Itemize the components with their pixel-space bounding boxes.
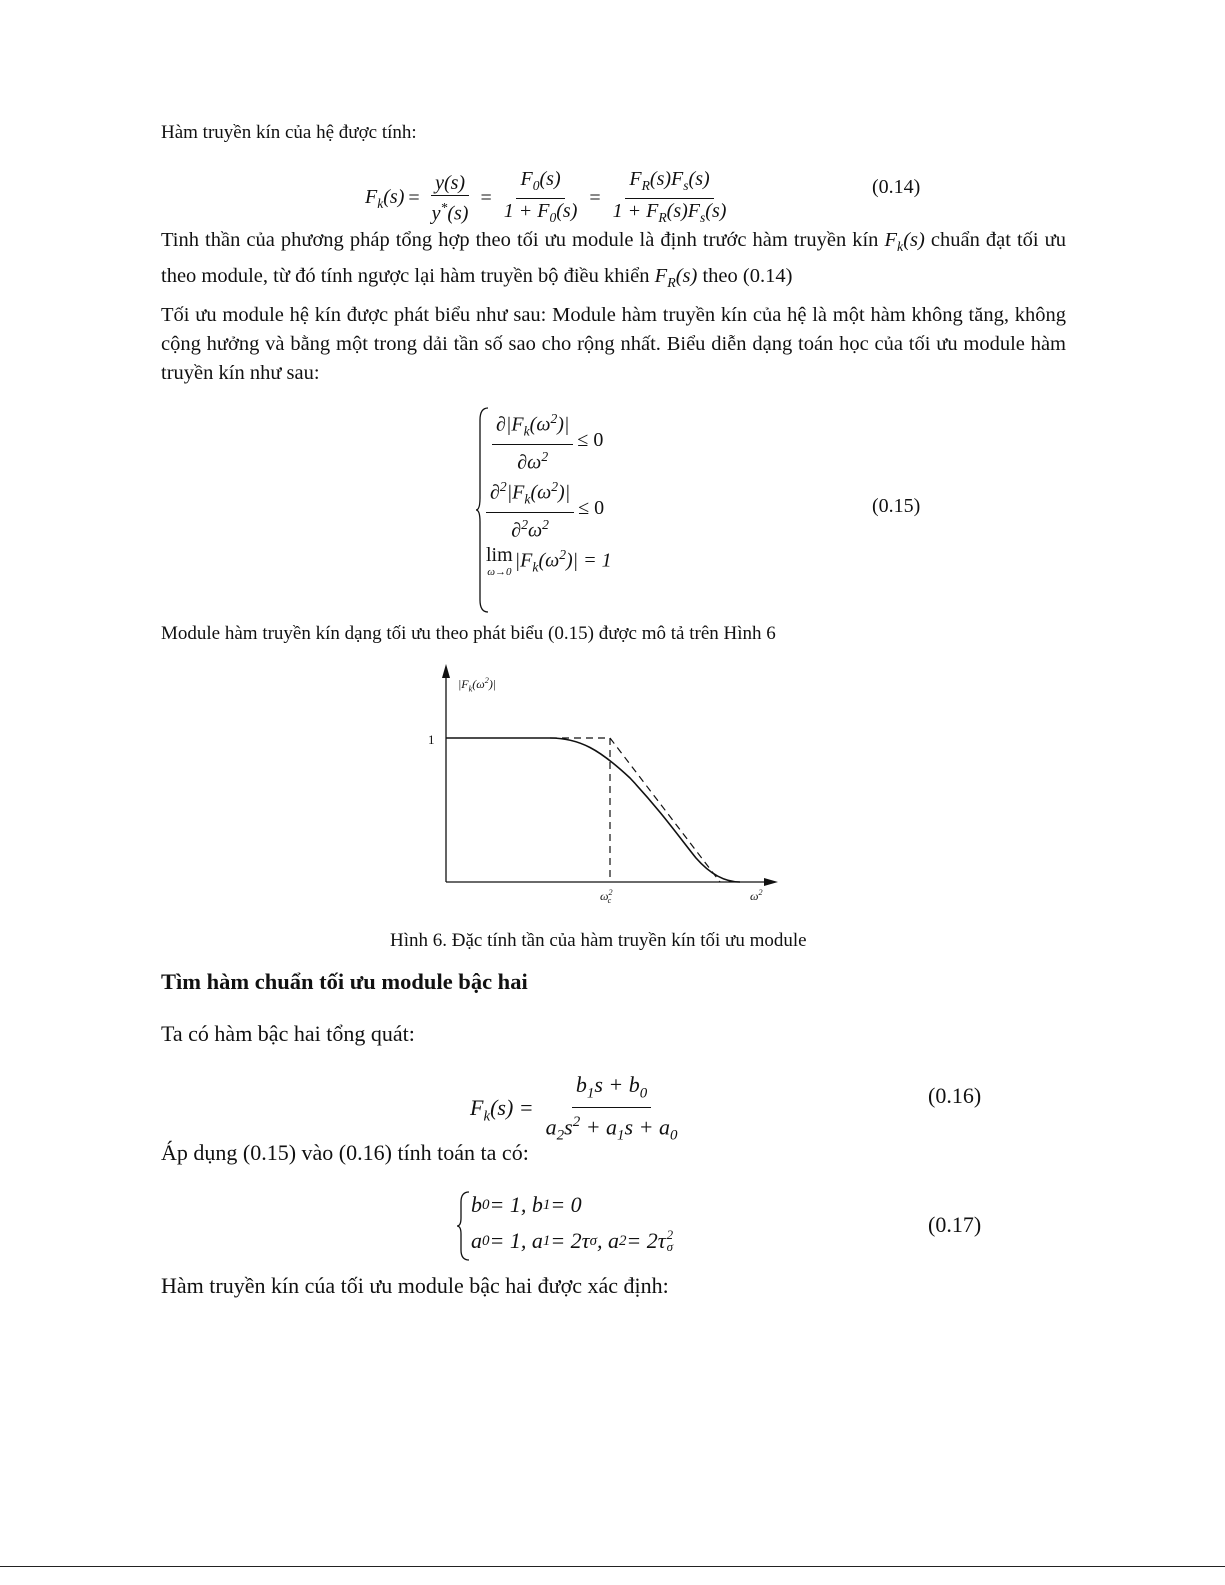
eq015-row1: $\frac{\partial|F_k(\omega^2)|}{\partial\omega^2}$ ≤ 0 xyxy=(488,408,603,473)
eq017-row2: a 0 = 1, a 1 = 2τ σ , a 2 = 2τ 2 σ xyxy=(471,1227,674,1254)
left-brace-017 xyxy=(457,1190,471,1262)
equation-label-0-17: (0.17) xyxy=(928,1212,982,1237)
equation-0-16: $F_k(s)$ = $\frac{b_1s + b_0}{a_2s^2 + a_1s + a_0}$ xyxy=(470,1072,678,1145)
x-axis-arrow xyxy=(764,878,778,886)
response-curve xyxy=(446,738,740,882)
equation-0-14: $F_k(s)$ = $\frac{y(s)}{y^*(s)}$ = $\frac{F_0(s)}{1 + F_0(s)}$ = $\frac{F_R(s)F_s(s)}{1 + F_R(s)F_s(s)}$ xyxy=(365,168,734,229)
figure-caption: Hình 6. Đặc tính tần của hàm truyền kín tối ưu module xyxy=(390,930,807,951)
paragraph-intro: Hàm truyền kín của hệ được tính: xyxy=(161,122,417,143)
section-heading: Tìm hàm chuẩn tối ưu module bậc hai xyxy=(161,969,528,994)
eq014-frac1: $\frac{y(s)}{y^*(s)}$ xyxy=(431,172,469,225)
y-axis-label: $|F_k(\omega^2)|$ xyxy=(458,676,497,694)
paragraph-figure-ref: Module hàm truyền kín dạng tối ưu theo phát biểu (0.15) được mô tả trên Hình 6 xyxy=(161,623,776,644)
equation-label-0-15: (0.15) xyxy=(872,495,921,517)
paragraph-definition: Tối ưu module hệ kín được phát biểu như sau: Module hàm truyền kín của hệ là một hàm không tăng, không cộng hưởng và bằng một trong dải tần số sao cho rộng nhất. Biểu diễn dạng toán học của tối ưu module hàm truyền kín như sau: xyxy=(161,304,1066,384)
x-tick-cutoff: $\omega^2_c$ xyxy=(600,888,613,906)
eq017-row1: b 0 = 1, b 1 = 0 xyxy=(471,1192,582,1217)
paragraph-closing: Hàm truyền kín cúa tối ưu module bậc hai được xác định: xyxy=(161,1273,669,1298)
eq014-lhs: $F_k(s)$ xyxy=(365,185,405,211)
eq014-frac2: $\frac{F_0(s)}{1 + F_0(s)}$ xyxy=(503,168,578,225)
eq015-row3: lim ω→0 $|F_k(\omega^2)| = 1$ xyxy=(486,544,612,578)
x-axis-label: $\omega^2$ xyxy=(750,888,763,903)
eq015-row2: $\frac{\partial^2|F_k(\omega^2)|}{\partial^2\omega^2}$ ≤ 0 xyxy=(482,476,604,541)
frequency-response-plot xyxy=(420,660,800,920)
eq014-frac3: $\frac{F_R(s)F_s(s)}{1 + F_R(s)F_s(s)}$ xyxy=(612,168,727,225)
figure-6 xyxy=(420,660,800,925)
page-bottom-rule xyxy=(0,1566,1225,1567)
asymptote-dashed xyxy=(550,738,720,882)
paragraph-general-form: Ta có hàm bậc hai tổng quát: xyxy=(161,1021,415,1046)
paragraph-method: Tinh thần của phương pháp tổng hợp theo tối ưu module là định trước hàm truyền kín $F_k(s)$ chuẩn đạt tối ưu theo module, từ đó tính ngược lại hàm truyền bộ điều khiển $F_R(s)$ theo (0.14) xyxy=(161,229,1066,292)
equation-label-0-16: (0.16) xyxy=(928,1083,982,1108)
y-axis-arrow xyxy=(442,664,450,678)
equation-label-0-14: (0.14) xyxy=(872,176,921,198)
paragraph-apply: Áp dụng (0.15) vào (0.16) tính toán ta có: xyxy=(161,1140,529,1165)
y-tick-one: 1 xyxy=(428,732,435,747)
